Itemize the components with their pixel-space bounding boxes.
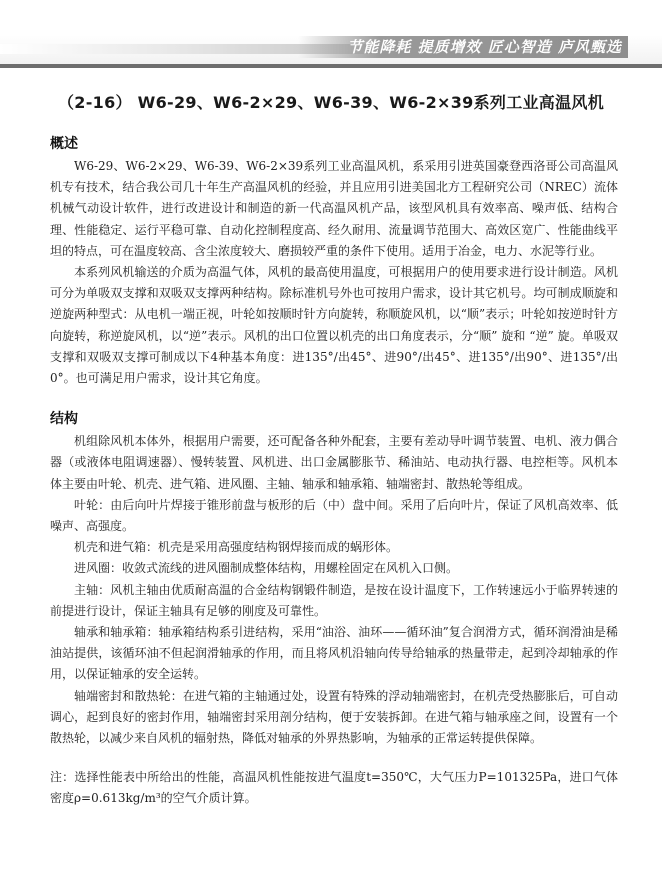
- header-rule: [0, 64, 662, 68]
- slogan-text: 节能降耗 提质增效 匠心智造 庐风甄选: [298, 36, 628, 58]
- inlet-ring-paragraph: 进风圈：收敛式流线的进风圈制成整体结构，用螺栓固定在风机入口侧。: [74, 561, 459, 576]
- slogan-banner: [0, 36, 662, 58]
- impeller-paragraph: 叶轮：由后向叶片焊接于锥形前盘与板形的后（中）盘中间。采用了后向叶片，保证了风机高效率、低噪声、高强度。: [50, 497, 618, 534]
- page-header: [0, 0, 662, 64]
- overview-heading: 概述: [50, 136, 78, 152]
- shaft-seal-paragraph: 轴端密封和散热轮：在进气箱的主轴通过处，设置有特殊的浮动轴端密封，在机壳受热膨胀后，可自动调心，起到良好的密封作用，轴端密封采用剖分结构，便于安装拆卸。在进气箱与轴承座之间，设置有一个散热轮，以减少来自风机的辐射热，降低对轴承的外界热影响，为轴承的正常运转提供保障。: [50, 688, 618, 746]
- casing-paragraph: 机壳和进气箱：机壳是采用高强度结构钢焊接而成的蜗形体。: [74, 540, 399, 555]
- main-shaft-paragraph: 主轴：风机主轴由优质耐高温的合金结构钢锻件制造，是按在设计温度下，工作转速远小于临界转速的前提进行设计，保证主轴具有足够的刚度及可靠性。: [50, 582, 618, 618]
- footnote: 注：选择性能表中所给出的性能，高温风机性能按进气温度t=350℃，大气压力P=101325Pa，进口气体密度ρ=0.613kg/m³的空气介质计算。: [50, 770, 618, 806]
- structure-paragraph: 机组除风机本体外，根据用户需要，还可配备各种外配套，主要有差动导叶调节装置、电机、液力偶合器（或液体电阻调速器）、慢转装置、风机进、出口金属膨胀节、稀油站、电动执行器、电控柜等。风机本体主要由叶轮、机壳、进气箱、进风圈、主轴、轴承和轴承箱、轴端密封、散热轮等组成。: [50, 434, 618, 491]
- structure-heading: 结构: [50, 411, 78, 428]
- overview-paragraph: W6-29、W6-2×29、W6-39、W6-2×39系列工业高温风机，系采用引进英国豪登西洛哥公司高温风机专有技术，结合我公司几十年生产高温风机的经验，并且应用引进美国北方工程研究公司（NREC）流体机械气动设计软件，进行改进设计和制造的新一代高温风机产品，该型风机具有效率高、噪声低、结构合理、性能稳定、运行平稳可靠、自动化控制程度高、经久耐用、流量调节范围大、高效区宽广、性能曲线平坦的特点，可在温度较高、含尘浓度较大、磨损较严重的条件下使用。适用于冶金，电力、水泥等行业。: [50, 159, 618, 258]
- overview-paragraph: 本系列风机输送的介质为高温气体，风机的最高使用温度，可根据用户的使用要求进行设计制造。风机可分为单吸双支撑和双吸双支撑两种结构。除标准机号外也可按用户需求，设计其它机号。均可制成顺旋和逆旋两种型式：从电机一端正视，叶轮如按顺时针方向旋转，称顺旋风机，以“顺”表示；叶轮如按逆时针方向旋转，称逆旋风机，以“逆”表示。风机的出口位置以机壳的出口角度表示，分“顺” 旋和 “逆” 旋。单吸双支撑和双吸双支撑可制成以下4种基本角度：进135°/出45°、进90°/出45°、进135°/出90°、进135°/出0°。也可满足用户需求，设计其它角度。: [50, 265, 618, 386]
- document-body: [50, 132, 618, 810]
- page-title: （2-16） W6-29、W6-2×29、W6-39、W6-2×39系列工业高温风机: [57, 93, 605, 112]
- bearing-paragraph: 轴承和轴承箱：轴承箱结构系引进结构，采用“油浴、油环——循环油”复合润滑方式，循环润滑油是稀油站提供，该循环油不但起润滑轴承的作用，而且将风机沿轴向传导给轴承的热量带走，起到冷却轴承的作用，以保证轴承的安全运转。: [50, 625, 618, 682]
